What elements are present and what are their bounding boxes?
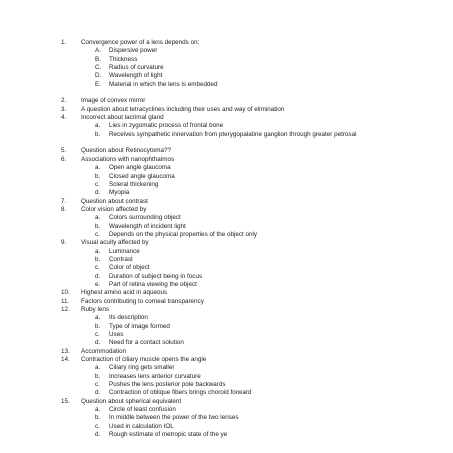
option-row (0, 231, 453, 239)
question-text: Image of convex mirror (81, 97, 146, 105)
option-letter: e. (95, 280, 101, 288)
option-row (0, 373, 453, 381)
question-list (0, 39, 453, 440)
question-text: Visual acuity affected by (81, 239, 149, 247)
option-letter: a. (95, 247, 101, 255)
option-letter: b. (95, 130, 101, 138)
option-row (0, 189, 453, 197)
option-text: Material in which the lens is embedded (109, 80, 218, 88)
option-text: Contrast (109, 255, 133, 263)
option-letter: C. (95, 64, 102, 72)
option-row (0, 314, 453, 322)
question-6 (0, 156, 453, 164)
question-13 (0, 348, 453, 356)
option-letter: b. (95, 172, 101, 180)
option-row (0, 122, 453, 130)
question-number: 6. (61, 155, 67, 163)
question-5 (0, 147, 453, 155)
option-letter: d. (95, 389, 101, 397)
question-14 (0, 356, 453, 364)
option-row (0, 331, 453, 339)
question-12 (0, 306, 453, 314)
option-text: Radius of curvature (109, 64, 164, 72)
option-letter: d. (95, 431, 101, 439)
option-text: Ciliary ring gets smaller (109, 364, 175, 372)
question-number: 5. (61, 147, 67, 155)
option-row (0, 281, 453, 289)
option-text: Uses (109, 331, 124, 339)
option-text: Thickness (109, 55, 138, 63)
question-3 (0, 106, 453, 114)
option-row (0, 131, 453, 148)
option-letter: a. (95, 214, 101, 222)
question-number: 1. (61, 39, 67, 46)
question-number: 14. (61, 356, 70, 364)
spacer (0, 89, 453, 97)
option-row (0, 364, 453, 372)
option-text: Closed angle glaucoma (109, 172, 175, 180)
option-text: Used in calculation IOL (109, 422, 174, 430)
option-text: Open angle glaucoma (109, 164, 171, 172)
option-letter: a. (95, 314, 101, 322)
question-text: Color vision affected by (81, 205, 147, 213)
option-letter: d. (95, 189, 101, 197)
question-number: 2. (61, 97, 67, 105)
option-row (0, 264, 453, 272)
option-text: Myopia (109, 189, 130, 197)
option-row (0, 273, 453, 281)
question-text: Associations with nanophthalmos (81, 155, 175, 163)
option-letter: a. (95, 406, 101, 414)
question-1 (0, 39, 453, 47)
option-letter: B. (95, 55, 101, 63)
question-8 (0, 206, 453, 214)
option-text: Need for a contact solution (109, 339, 184, 347)
option-text: Wavelength of incident light (109, 222, 186, 230)
option-letter: c. (95, 331, 100, 339)
question-number: 10. (61, 289, 70, 297)
option-letter: d. (95, 339, 101, 347)
option-text: Duration of subject being in focus (109, 272, 203, 280)
question-number: 4. (61, 114, 67, 122)
option-row (0, 339, 453, 347)
question-text: Highest amino acid in aqueous (81, 289, 168, 297)
question-text: Accommodation (81, 347, 127, 355)
option-row (0, 414, 453, 422)
question-7 (0, 198, 453, 206)
option-row (0, 389, 453, 397)
option-letter: c. (95, 230, 100, 238)
option-row (0, 214, 453, 222)
option-text: Dispersive power (109, 47, 158, 55)
option-letter: a. (95, 364, 101, 372)
option-text: Pushes the lens posterior pole backwards (109, 381, 226, 389)
question-text: Factors contributing to corneal transparency (81, 297, 204, 305)
option-letter: a. (95, 122, 101, 130)
option-letter: b. (95, 322, 101, 330)
option-row (0, 181, 453, 189)
option-row (0, 406, 453, 414)
option-letter: b. (95, 372, 101, 380)
option-letter: b. (95, 255, 101, 263)
option-letter: c. (95, 180, 100, 188)
option-row (0, 81, 453, 89)
option-text: Wavelength of light (109, 72, 163, 80)
option-letter: A. (95, 47, 101, 55)
option-text: Circle of least confusion (109, 406, 176, 414)
option-row (0, 173, 453, 181)
option-row (0, 72, 453, 80)
option-row (0, 64, 453, 72)
option-text: In middle between the power of the two lenses (109, 414, 239, 422)
option-text: Scleral thickening (109, 180, 159, 188)
option-text: Rough estimate of metropic state of the ye (109, 431, 228, 439)
option-row (0, 56, 453, 64)
question-text: Question about Retinocytoma?? (81, 147, 171, 155)
question-text: Incorrect about lacrimal gland (81, 114, 164, 122)
question-text: Question about spherical equivalent (81, 397, 182, 405)
option-text: Depends on the physical properties of the object only (109, 230, 258, 238)
question-number: 15. (61, 397, 70, 405)
option-letter: a. (95, 164, 101, 172)
option-row (0, 431, 453, 439)
option-row (0, 323, 453, 331)
question-number: 9. (61, 239, 67, 247)
question-11 (0, 298, 453, 306)
option-letter: b. (95, 222, 101, 230)
option-text: Part of retina viewing the object (109, 280, 197, 288)
option-text: Colors surrounding object (109, 214, 181, 222)
question-number: 3. (61, 105, 67, 113)
question-number: 7. (61, 197, 67, 205)
option-letter: D. (95, 72, 102, 80)
option-text: Color of object (109, 264, 150, 272)
option-text: Its description (109, 314, 148, 322)
option-text: Increases lens anterior curvature (109, 372, 201, 380)
option-row (0, 223, 453, 231)
option-row (0, 423, 453, 431)
question-15 (0, 398, 453, 406)
option-row (0, 47, 453, 55)
option-letter: c. (95, 422, 100, 430)
question-4 (0, 114, 453, 122)
question-text: Question about contrast (81, 197, 148, 205)
option-letter: E. (95, 80, 101, 88)
option-letter: c. (95, 264, 100, 272)
question-2 (0, 97, 453, 105)
option-row (0, 256, 453, 264)
option-letter: c. (95, 381, 100, 389)
option-letter: d. (95, 272, 101, 280)
question-text: A question about tetracyclines including their uses and way of elimination (81, 105, 285, 113)
question-number: 13. (61, 347, 70, 355)
option-text: Type of image formed (109, 322, 170, 330)
option-text: Luminance (109, 247, 140, 255)
option-row (0, 164, 453, 172)
option-letter: b. (95, 414, 101, 422)
option-text: Contraction of oblique fibers brings choroid forward (109, 389, 252, 397)
question-number: 11. (61, 297, 70, 305)
option-text: Lies in zygomatic process of frontal bone (109, 122, 224, 130)
question-text: Convergence power of a lens depends on: (81, 39, 200, 46)
option-text: Receives sympathetic innervation from pterygopalatine ganglion through greater petrosal (109, 130, 357, 138)
question-10 (0, 289, 453, 297)
option-row (0, 248, 453, 256)
question-number: 8. (61, 205, 67, 213)
question-number: 12. (61, 306, 70, 313)
question-9 (0, 239, 453, 247)
option-row (0, 381, 453, 389)
question-text: Contraction of ciliary muscle opens the angle (81, 356, 207, 364)
question-text: Ruby lens (81, 306, 110, 313)
